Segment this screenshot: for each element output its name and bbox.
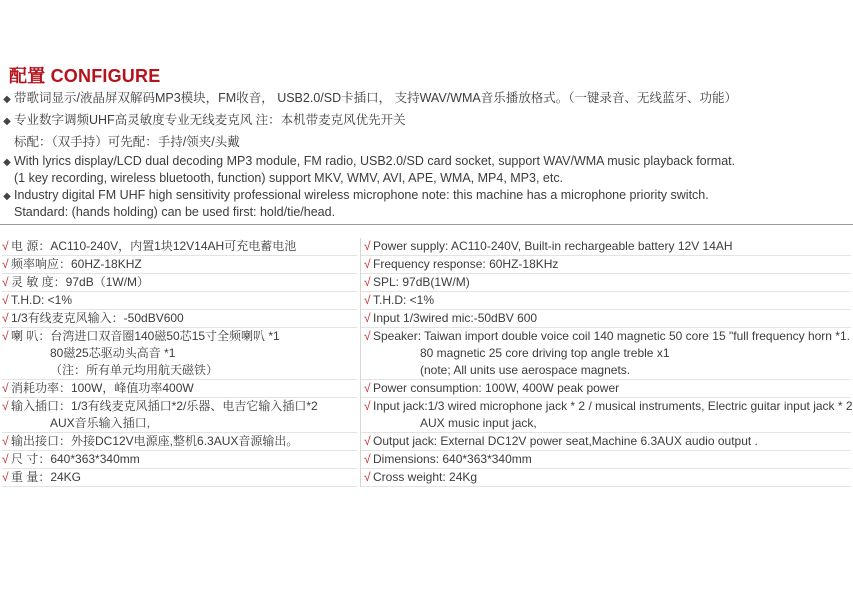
spec-row (2, 238, 357, 256)
spec-row (2, 362, 357, 380)
spec-text: (note; All units use aerospace magnets. (420, 363, 631, 377)
diamond-bullet-icon: ◆ (3, 116, 11, 127)
checkmark-icon: √ (2, 434, 9, 448)
spec-text: 消耗功率：100W，峰值功率400W (11, 381, 194, 395)
checkmark-icon: √ (364, 470, 371, 484)
spec-row (361, 256, 851, 274)
intro-line (0, 90, 737, 108)
intro-line (14, 204, 335, 220)
spec-text: SPL: 97dB(1W/M) (373, 275, 470, 289)
spec-list-chinese (2, 238, 357, 487)
checkmark-icon: √ (364, 311, 371, 325)
spec-text: 80 magnetic 25 core driving top angle treble x1 (420, 346, 670, 360)
diamond-bullet-icon: ◆ (3, 157, 11, 168)
diamond-bullet-icon: ◆ (3, 191, 11, 202)
spec-row (361, 362, 851, 380)
spec-text: 灵 敏 度：97dB（1W/M） (11, 275, 150, 289)
checkmark-icon: √ (2, 311, 9, 325)
spec-row (2, 256, 357, 274)
spec-row (361, 274, 851, 292)
spec-row (2, 345, 357, 362)
spec-row (2, 433, 357, 451)
intro-line (14, 170, 563, 186)
spec-text: Output jack: External DC12V power seat,Machine 6.3AUX audio output . (373, 434, 758, 448)
spec-text: AUX音乐输入插口, (50, 416, 151, 430)
intro-text: Industry digital FM UHF high sensitivity professional wireless microphone note: this machine has a microphone priority switch. (14, 188, 709, 202)
spec-text: 1/3有线麦克风输入：-50dBV600 (11, 311, 184, 325)
spec-text: 尺 寸：640*363*340mm (11, 452, 140, 466)
spec-text: Power supply: AC110-240V, Built-in rechargeable battery 12V 14AH (373, 239, 733, 253)
spec-row (361, 398, 851, 415)
checkmark-icon: √ (364, 381, 371, 395)
spec-text: 频率响应：60HZ-18KHZ (11, 257, 142, 271)
checkmark-icon: √ (2, 329, 9, 343)
checkmark-icon: √ (2, 239, 9, 253)
checkmark-icon: √ (364, 293, 371, 307)
spec-text: 重 量：24KG (11, 470, 82, 484)
spec-text: Power consumption: 100W, 400W peak power (373, 381, 620, 395)
spec-row (361, 469, 851, 487)
checkmark-icon: √ (364, 257, 371, 271)
checkmark-icon: √ (364, 275, 371, 289)
intro-text: (1 key recording, wireless bluetooth, function) support MKV, WMV, AVI, APE, WMA, MP4, MP3, etc. (14, 171, 564, 185)
checkmark-icon: √ (364, 399, 371, 413)
spec-row (361, 415, 851, 433)
spec-list-english (360, 238, 851, 487)
spec-text: T.H.D: <1% (373, 293, 435, 307)
spec-text: Speaker: Taiwan import double voice coil 140 magnetic 50 core 15 "full frequency horn *1. (373, 329, 850, 343)
spec-row (2, 292, 357, 310)
spec-row (361, 310, 851, 328)
spec-text: 输出接口：外接DC12V电源座,整机6.3AUX音源输出。 (11, 434, 299, 448)
checkmark-icon: √ (2, 470, 9, 484)
spec-row (2, 451, 357, 469)
spec-text: Dimensions: 640*363*340mm (373, 452, 532, 466)
checkmark-icon: √ (2, 293, 9, 307)
intro-text: 专业数字调频UHF高灵敏度专业无线麦克风 注：本机带麦克风优先开关 (14, 113, 406, 127)
spec-text: 喇 叭：台湾进口双音圈140磁50芯15寸全频喇叭 *1 (11, 329, 280, 343)
spec-text: AUX music input jack, (420, 416, 537, 430)
page-title: 配置 CONFIGURE (9, 66, 161, 86)
intro-text: 标配：（双手持）可先配：手持/领夹/头戴 (14, 135, 240, 149)
spec-row (2, 328, 357, 345)
intro-text: Standard: (hands holding) can be used first: hold/tie/head. (14, 205, 336, 219)
spec-row (361, 345, 851, 362)
section-divider (0, 224, 853, 225)
intro-line (0, 187, 709, 205)
spec-text: 输入插口：1/3有线麦克风插口*2/乐器、电吉它输入插口*2 (11, 399, 318, 413)
checkmark-icon: √ (2, 452, 9, 466)
spec-row (2, 415, 357, 433)
spec-text: Input jack:1/3 wired microphone jack * 2 / musical instruments, Electric guitar input jack * 2 (373, 399, 853, 413)
spec-row (361, 238, 851, 256)
checkmark-icon: √ (364, 329, 371, 343)
spec-row (2, 310, 357, 328)
checkmark-icon: √ (2, 399, 9, 413)
spec-row (361, 433, 851, 451)
checkmark-icon: √ (364, 239, 371, 253)
spec-text: （注：所有单元均用航天磁铁） (50, 363, 219, 377)
spec-row (2, 380, 357, 398)
spec-row (361, 292, 851, 310)
diamond-bullet-icon: ◆ (3, 94, 11, 105)
spec-row (361, 451, 851, 469)
checkmark-icon: √ (2, 257, 9, 271)
spec-row (2, 469, 357, 487)
checkmark-icon: √ (364, 434, 371, 448)
spec-text: 电 源：AC110-240V，内置1块12V14AH可充电蓄电池 (11, 239, 297, 253)
intro-line (14, 134, 240, 150)
checkmark-icon: √ (364, 452, 371, 466)
spec-text: T.H.D: <1% (11, 293, 73, 307)
intro-text: With lyrics display/LCD dual decoding MP3 module, FM radio, USB2.0/SD card socket, support WAV/WMA music playback format. (14, 154, 736, 168)
intro-line (0, 112, 406, 130)
spec-text: Input 1/3wired mic:-50dBV 600 (373, 311, 538, 325)
spec-row (2, 274, 357, 292)
spec-text: Frequency response: 60HZ-18KHz (373, 257, 559, 271)
intro-text: 带歌词显示/液晶屏双解码MP3模块，FM收音， USB2.0/SD卡插口， 支持WAV/WMA音乐播放格式。（一键录音、无线蓝牙、功能） (14, 91, 737, 105)
checkmark-icon: √ (2, 381, 9, 395)
checkmark-icon: √ (2, 275, 9, 289)
spec-text: 80磁25芯驱动头高音 *1 (50, 346, 176, 360)
spec-row (361, 328, 851, 345)
spec-row (2, 398, 357, 415)
intro-line (0, 153, 735, 171)
spec-text: Cross weight: 24Kg (373, 470, 478, 484)
spec-row (361, 380, 851, 398)
